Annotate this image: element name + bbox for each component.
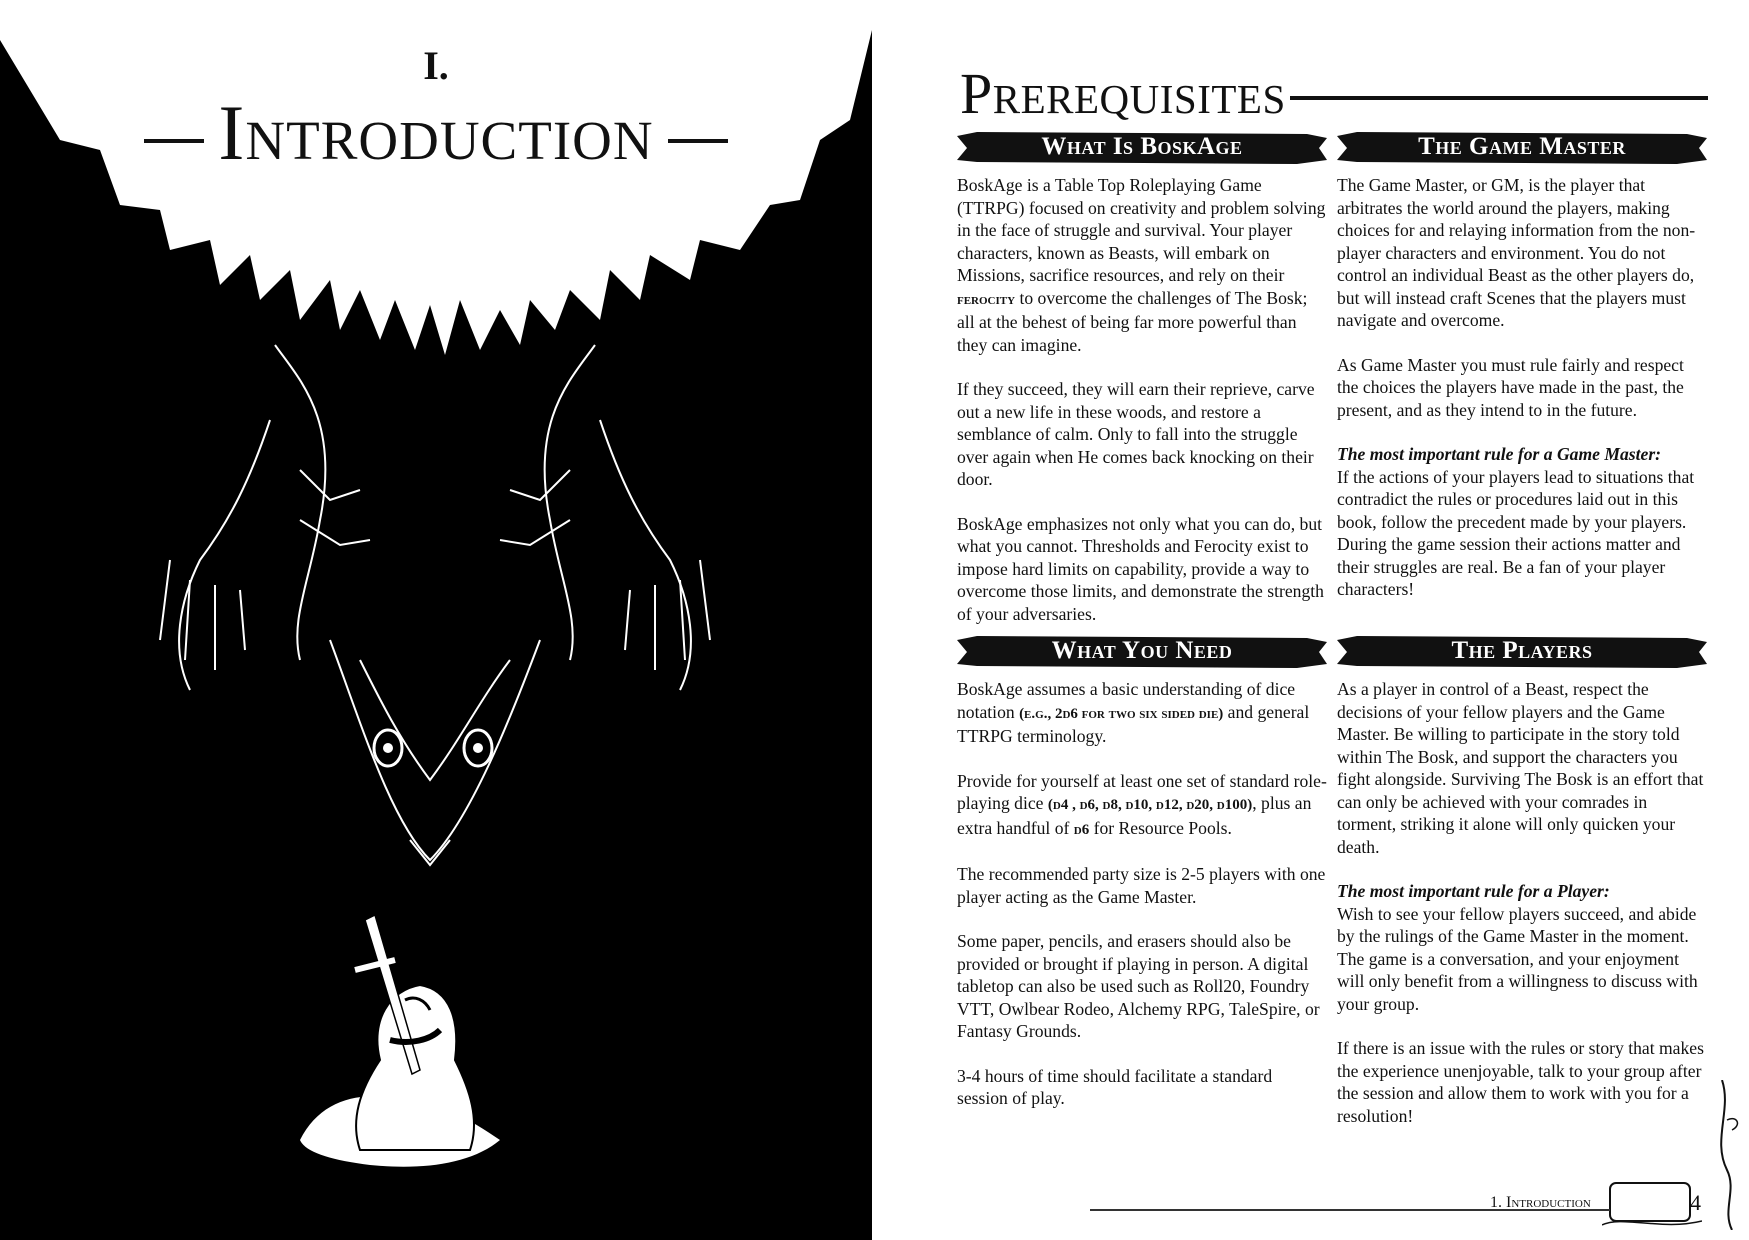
- paragraph: The recommended party size is 2-5 players with one player acting as the Game Master.: [957, 864, 1326, 907]
- column-left: [957, 132, 1327, 647]
- d6-term: d6: [1073, 821, 1090, 838]
- paragraph: BoskAge is a Table Top Roleplaying Game (TTRPG) focused on creativity and problem solving in the face of struggle and survival. Your player characters, known as Beasts, will embark on Missions, sacrifice resources, and rely on their ferocity to overcome the challenges of The Bosk; all at the behest of being far more powerful than they can imagine.: [957, 175, 1326, 355]
- column-right: [1337, 132, 1707, 623]
- chapter-title-text: Introduction: [218, 89, 654, 176]
- paragraph: Some paper, pencils, and erasers should also be provided or brought if playing in person. A digital tabletop can also be used such as Roll20, Foundry VTT, Owlbear Rodeo, Alchemy RPG, TaleSpire, or Fantasy Grounds.: [957, 931, 1320, 1041]
- paragraph: As a player in control of a Beast, respect the decisions of your fellow players and the Game Master. Be willing to participate in the story told within The Bosk, and support the characters you fight alongside. Surviving The Bosk is an effort that can only be achieved with your comrades in torment, striking it alone will only quicken your death.: [1337, 679, 1704, 857]
- seated-figure: [300, 915, 500, 1167]
- section-heading-players: The Players: [1451, 637, 1593, 664]
- paragraph: As Game Master you must rule fairly and respect the choices the players have made in the past, the present, and as they intend to in the future.: [1337, 354, 1684, 420]
- right-page-text: [872, 0, 1749, 1240]
- chapter-title: [0, 88, 872, 178]
- paragraph: BoskAge emphasizes not only what you can do, but what you cannot. Thresholds and Ferocity exist to impose hard limits on capability, provide a way to overcome those limits, and demonstrate the strength of your adversaries.: [957, 513, 1324, 624]
- section-banner: [957, 636, 1327, 668]
- gm-rule-label: The most important rule for a Game Master:: [1337, 444, 1662, 464]
- paragraph: Provide for yourself at least one set of standard role-playing dice (d4 , d6, d8, d10, d12, d20, d100), plus an extra handful of d6 for Resource Pools.: [957, 770, 1327, 838]
- section-banner: [1337, 636, 1707, 668]
- section-heading-what-you-need: What You Need: [1051, 637, 1233, 664]
- paragraph: The most important rule for a Player: Wish to see your fellow players succeed, and abide by the rulings of the Game Master in the moment. The game is a conversation, and your enjoyment will only benefit from a willingness to discuss with your group.: [1337, 880, 1707, 1015]
- paragraph: If there is an issue with the rules or story that makes the experience unenjoyable, talk to your group after the session and allow them to work with you for a resolution!: [1337, 1038, 1704, 1126]
- left-page-illustration: [0, 0, 872, 1240]
- column-right-lower: [1337, 636, 1707, 1149]
- player-rule-label: The most important rule for a Player:: [1337, 881, 1610, 901]
- section-banner: [1337, 132, 1707, 164]
- dice-notation-term: (e.g., 2d6 for two six sided die): [1019, 705, 1224, 722]
- footer-chapter-label: 1. Introduction: [1490, 1194, 1591, 1211]
- vine-ornament: [1702, 1080, 1747, 1230]
- dice-set-term: (d4 , d6, d8, d10, d12, d20, d100): [1047, 797, 1253, 813]
- title-dash-right: [668, 139, 728, 143]
- paragraph: The Game Master, or GM, is the player that arbitrates the world around the players, making choices for and relaying information from the non-player characters and environment. You do not control an individual Beast as the other players do, but will instead craft Scenes that the players must navigate and overcome.: [1337, 175, 1696, 330]
- section-heading-what-is-boskage: What Is BoskAge: [1041, 133, 1243, 160]
- title-rule: [1290, 96, 1708, 100]
- paragraph: If they succeed, they will earn their reprieve, carve out a new life in these woods, and restore a semblance of calm. Only to fall into the struggle over again when He comes back knocking on their door.: [957, 379, 1315, 489]
- ferocity-term: ferocity: [957, 291, 1016, 308]
- page-number-frame: [1602, 1175, 1702, 1230]
- paragraph: The most important rule for a Game Master: If the actions of your players lead to situations that contradict the rules or procedures laid out in this book, follow the precedent made by your players. During the game session their actions matter and their struggles are real. Be a fan of your player characters!: [1337, 443, 1707, 601]
- beast-outline: [160, 345, 710, 865]
- page-number: 4: [1690, 1190, 1701, 1215]
- section-heading-game-master: The Game Master: [1418, 133, 1626, 160]
- section-banner: [957, 132, 1327, 164]
- title-dash-left: [144, 139, 204, 143]
- paragraph: BoskAge assumes a basic understanding of dice notation (e.g., 2d6 for two six sided die) and general TTRPG terminology.: [957, 679, 1310, 746]
- chapter-number: I.: [423, 43, 449, 88]
- page-title: Prerequisites: [960, 61, 1286, 126]
- paragraph: 3-4 hours of time should facilitate a standard session of play.: [957, 1065, 1273, 1108]
- beast-illustration: [0, 0, 872, 1240]
- column-left-lower: [957, 636, 1327, 1132]
